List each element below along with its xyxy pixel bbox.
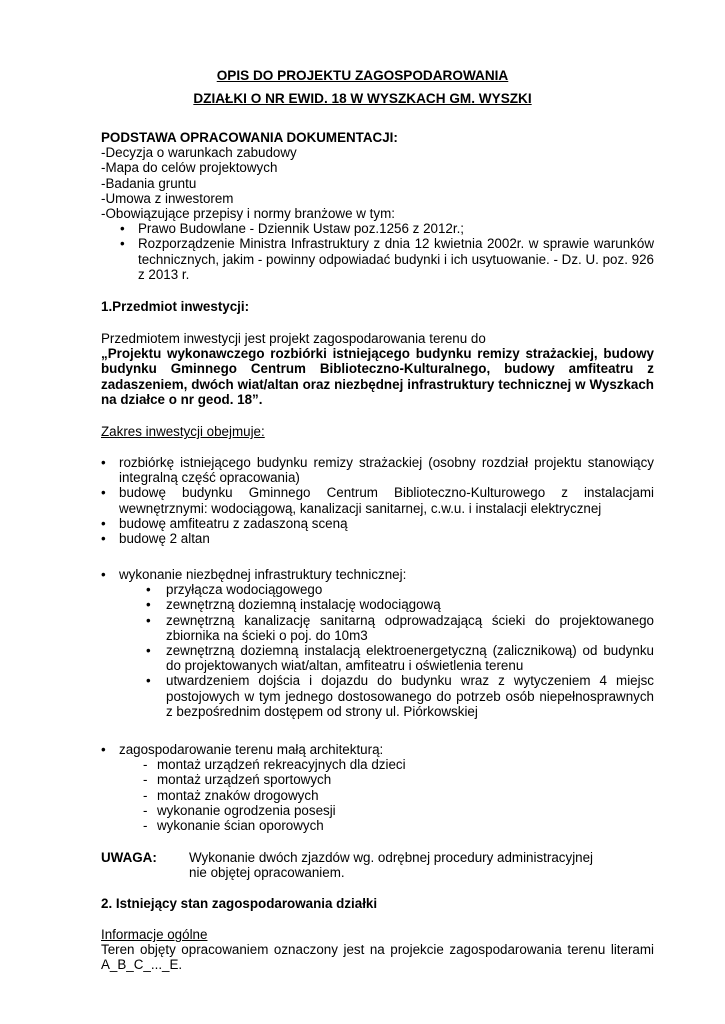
section1-intro-block (101, 331, 654, 407)
infra-list (101, 567, 654, 582)
arch-sub-item: - montaż urządzeń sportowych (143, 772, 654, 787)
arch-sub-item: - montaż urządzeń rekreacyjnych dla dzieci (143, 757, 654, 772)
scope-item: • budowę budynku Gminnego Centrum Biblioteczno-Kulturowego z instalacjami wewnętrznymi: wodociągową, kanalizacji sanitarnej, c.w.u. i instalacji elektrycznej (101, 485, 654, 515)
infra-sub-item: • zewnętrzną kanalizację sanitarną odprowadzającą ścieki do projektowanego zbiornika na ścieki o poj. do 10m3 (146, 613, 654, 643)
section2-subheading: Informacje ogólne (101, 927, 208, 942)
infra-sub-item: • zewnętrzną doziemną instalację wodociągową (146, 597, 654, 612)
project-name: „Projektu wykonawczego rozbiórki istniejącego budynku remizy strażackiej, budowy budynku Gminnego Centrum Biblioteczno-Kulturalnego, budowy amfiteatru z zadaszeniem, dwóch wiat/altan oraz niezbędnej infrastruktury technicznej w Wyszkach na działce o nr geod. 18”. (101, 346, 654, 407)
arch-sub-item: - montaż znaków drogowych (143, 788, 654, 803)
arch-sub-item: - wykonanie ścian oporowych (143, 818, 654, 833)
section2-text: Teren objęty opracowaniem oznaczony jest na projekcie zagospodarowania terenu literami A_B_C_..._E. (101, 942, 654, 973)
arch-sub-item: - wykonanie ogrodzenia posesji (143, 803, 654, 818)
arch-block (101, 742, 654, 833)
note-block (101, 850, 654, 880)
basis-sub-item: • Rozporządzenie Ministra Infrastruktury z dnia 12 kwietnia 2002r. w sprawie warunków technicznych, jakim - powinny odpowiadać budynki i ich usytuowanie. - Dz. U. poz. 926 z 2013 r. (120, 236, 654, 282)
scope-item: • rozbiórkę istniejącego budynku remizy strażackiej (osobny rozdział projektu stanowiący integralną część opracowania) (101, 455, 654, 485)
document-title-line1: OPIS DO PROJEKTU ZAGOSPODAROWANIA (216, 68, 509, 83)
basis-sub-list (120, 221, 654, 282)
infra-block (101, 567, 654, 719)
basis-section (101, 130, 654, 282)
infra-sub-item: • utwardzeniem dojścia i dojazdu do budynku wraz z wytyczeniem 4 miejsc postojowych w tym jednego dostosowanego do potrzeb osób niepełnosprawnych z bezpośrednim dostępem od strony ul. Piórkowskiej (146, 673, 654, 719)
arch-list (101, 742, 654, 757)
basis-item: -Mapa do celów projektowych (101, 160, 278, 176)
arch-item: • zagospodarowanie terenu małą architekturą: (101, 742, 654, 757)
infra-item: • wykonanie niezbędnej infrastruktury technicznej: (101, 567, 654, 582)
scope-item: • budowę amfiteatru z zadaszoną sceną (101, 516, 654, 531)
arch-sub-list (143, 757, 654, 833)
note-line: nie objętej opracowaniem. (189, 865, 345, 881)
basis-sub-item: • Prawo Budowlane - Dziennik Ustaw poz.1256 z 2012r.; (120, 221, 654, 236)
section2-heading: 2. Istniejący stan zagospodarowania działki (101, 896, 378, 911)
scope-item: • budowę 2 altan (101, 531, 654, 546)
scope-list-block (101, 455, 654, 546)
infra-sub-item: • zewnętrzną doziemną instalacją elektroenergetyczną (zalicznikową) od budynku do projektowanych wiat/altan, amfiteatru i oświetlenia terenu (146, 643, 654, 673)
document-title-line2: DZIAŁKI O NR EWID. 18 W WYSZKACH GM. WYSZKI (193, 91, 532, 106)
basis-item: -Badania gruntu (101, 175, 197, 191)
scope-list (101, 455, 654, 546)
basis-heading: PODSTAWA OPRACOWANIA DOKUMENTACJI: (101, 130, 398, 145)
section1-heading: 1.Przedmiot inwestycji: (101, 299, 250, 314)
section1-intro: Przedmiotem inwestycji jest projekt zagospodarowania terenu do (101, 331, 486, 346)
scope-heading: Zakres inwestycji obejmuje: (101, 424, 265, 439)
basis-item: -Decyzja o warunkach zabudowy (101, 145, 297, 161)
note-line: Wykonanie dwóch zjazdów wg. odrębnej procedury administracyjnej (189, 850, 594, 865)
basis-item: -Obowiązujące przepisy i normy branżowe w tym: (101, 206, 395, 222)
basis-item: -Umowa z inwestorem (101, 190, 234, 206)
infra-sub-list (146, 582, 654, 719)
note-label: UWAGA: (101, 850, 157, 865)
infra-sub-item: • przyłącza wodociągowego (146, 582, 654, 597)
